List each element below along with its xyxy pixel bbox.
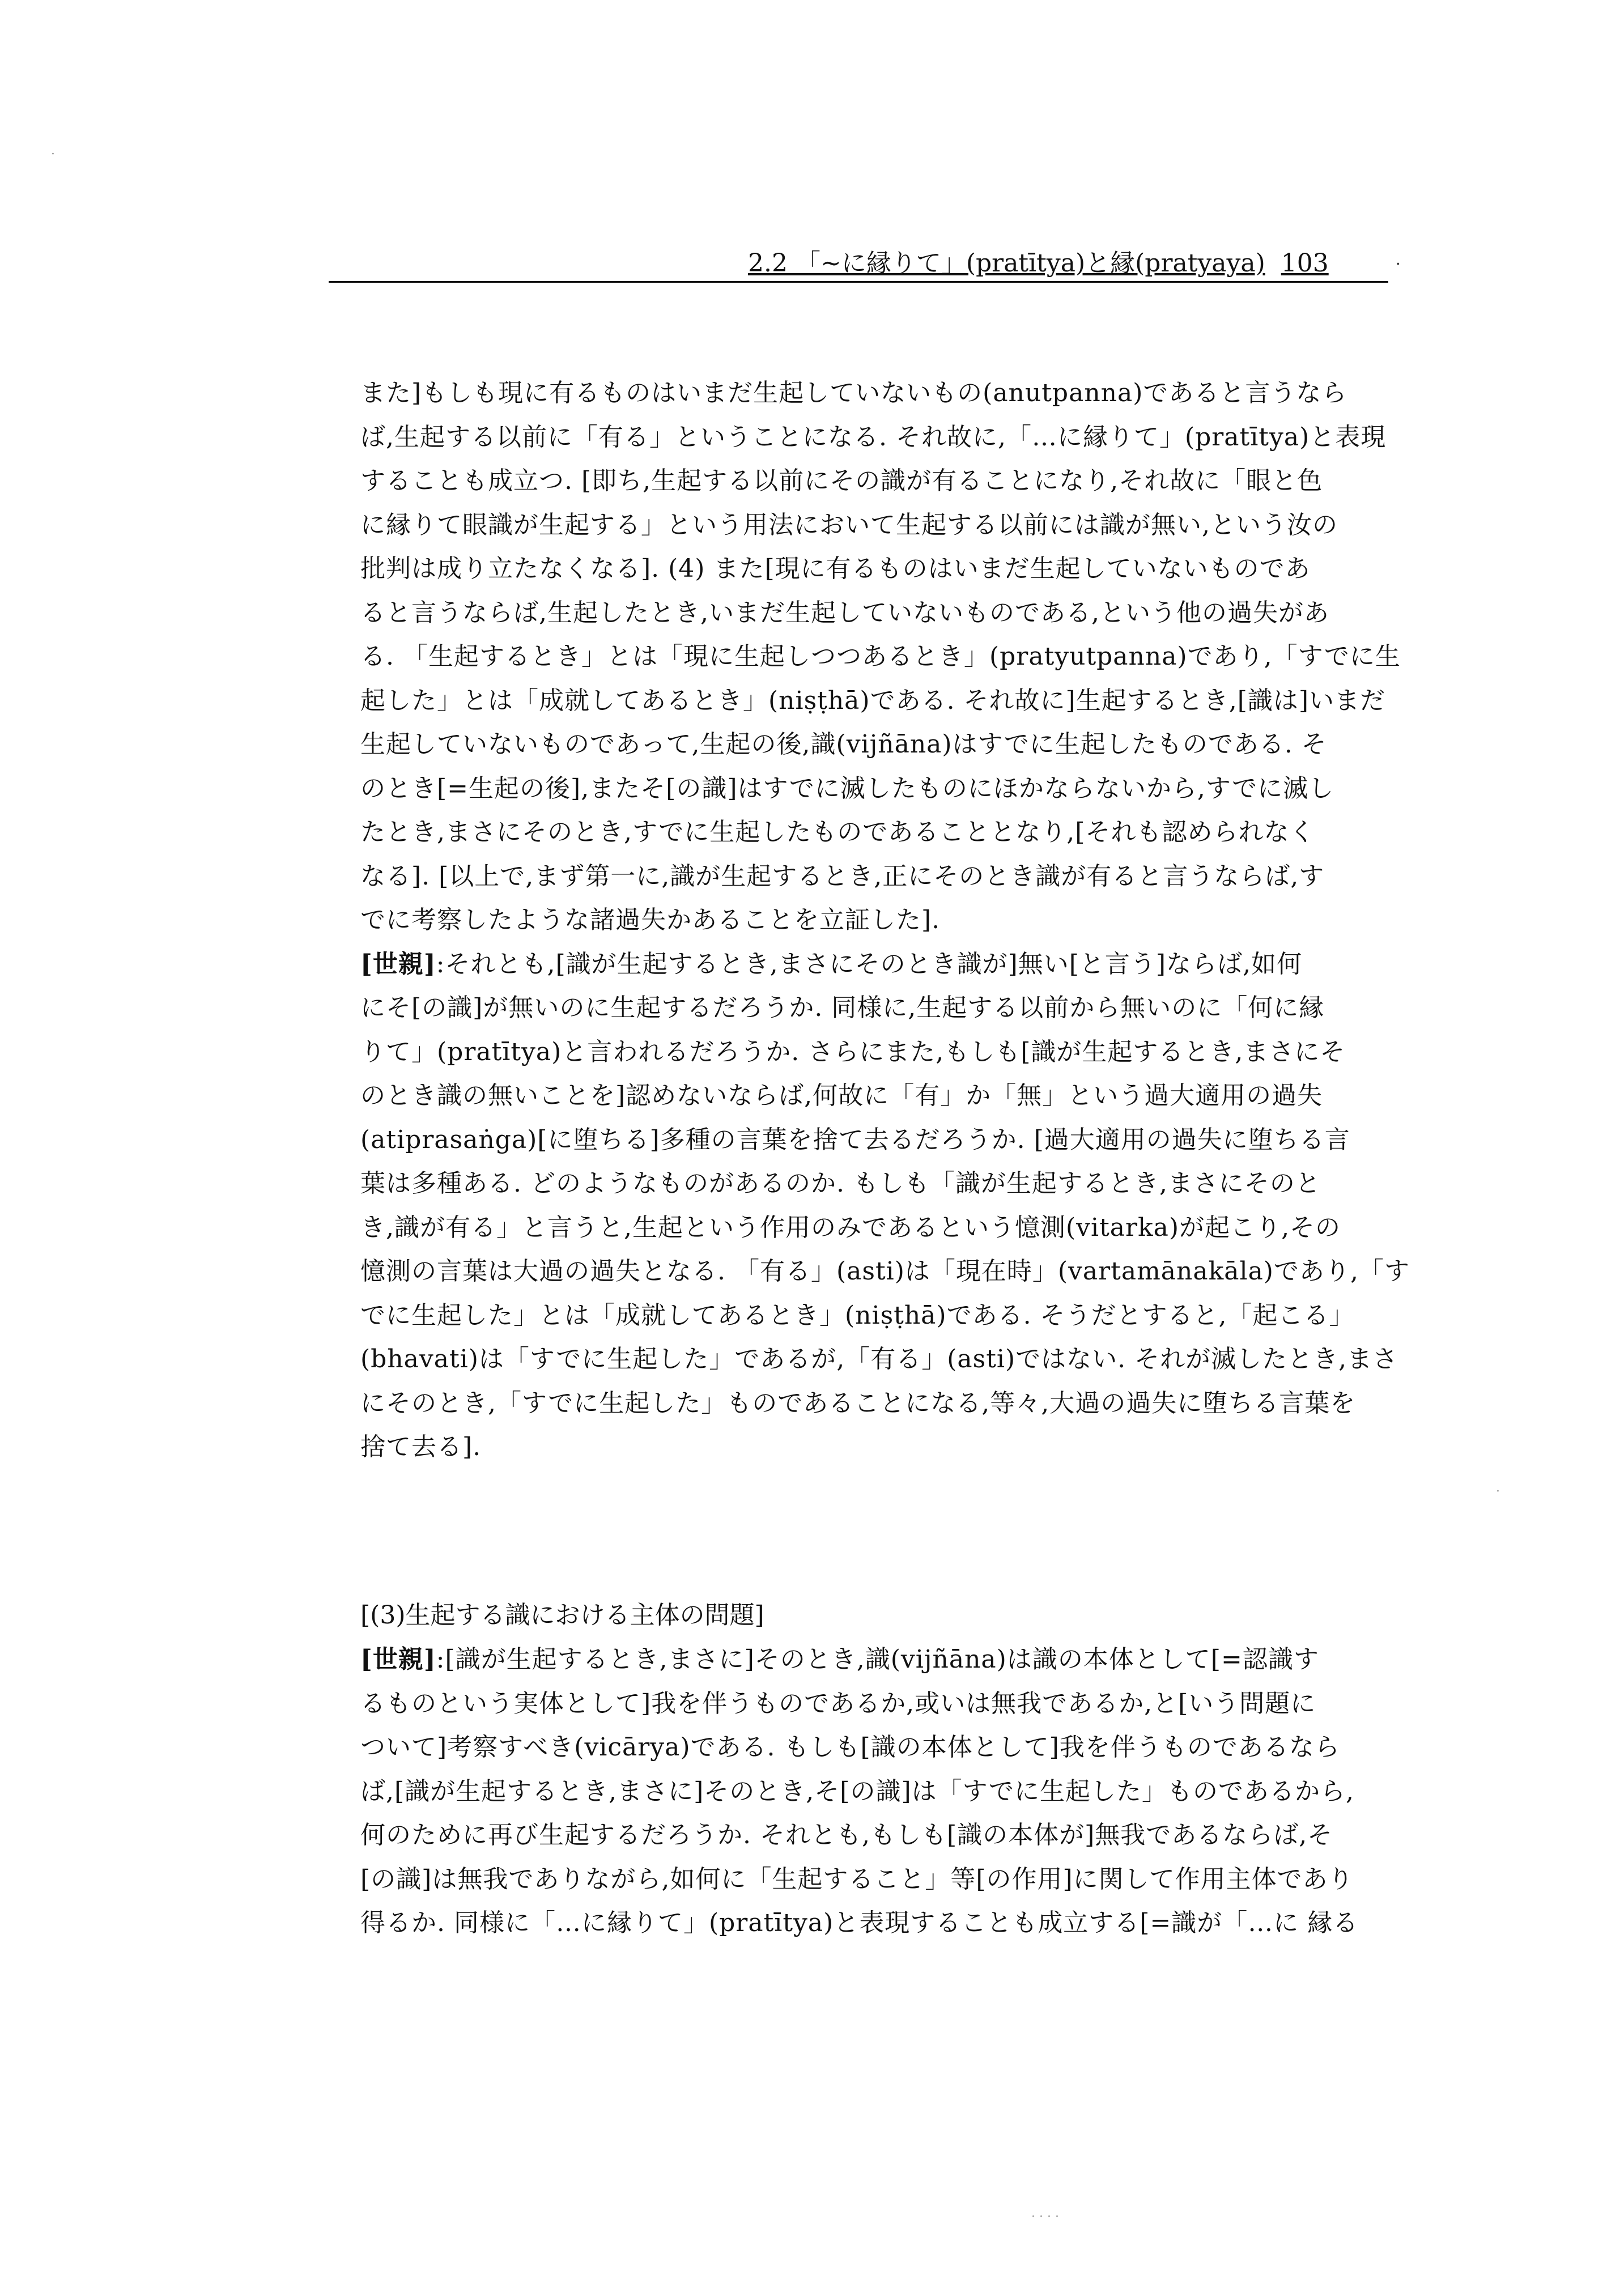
scan-speck: · · · ·: [1031, 2210, 1059, 2224]
passage-line: なる]. [以上で,まず第一に,識が生起するとき,正にそのとき識が有ると言うならば,す: [360, 861, 1325, 891]
passage-line: 憶測の言葉は大過の過失となる. 「有る」(asti)は「現在時」(vartamānakāla)であり,「す: [360, 1257, 1410, 1286]
passage-line: することも成立つ. [即ち,生起する以前にその識が有ることになり,それ故に「眼と色: [360, 466, 1323, 495]
passage-line: のとき識の無いことを]認めないならば,何故に「有」か「無」という過大適用の過失: [360, 1081, 1323, 1110]
passage-line: また]もしも現に有るものはいまだ生起していないもの(anutpanna)であると言うなら: [360, 379, 1347, 407]
passage-line: (bhavati)は「すでに生起した」であるが,「有る」(asti)ではない. それが滅したとき,まさ: [360, 1345, 1398, 1374]
passage-2: [360, 1638, 1359, 1945]
page-number: 103: [1281, 249, 1329, 278]
speaker-text: :それとも,[識が生起するとき,まさにそのとき識が]無い[と言う]ならば,如何: [436, 949, 1303, 979]
passage-line: (atiprasaṅga)[に堕ちる]多種の言葉を捨て去るだろうか. [過大適用の過失に堕ちる言: [360, 1125, 1350, 1154]
scan-speck: ·: [1496, 1485, 1500, 1499]
passage-line: ると言うならば,生起したとき,いまだ生起していないものである,という他の過失があ: [360, 598, 1329, 627]
passage-line: に縁りて眼識が生起する」という用法において生起する以前には識が無い,という汝の: [360, 510, 1338, 539]
running-header: [329, 249, 1401, 283]
passage-line: [の識]は無我でありながら,如何に「生起すること」等[の作用]に関して作用主体であり: [360, 1864, 1354, 1894]
passage-line: る. 「生起するとき」とは「現に生起しつつあるとき」(pratyutpanna)であり,「すでに生: [360, 642, 1401, 671]
passage-line: 葉は多種ある. どのようなものがあるのか. もしも「識が生起するとき,まさにそのと: [360, 1169, 1321, 1198]
running-header-text: [748, 249, 1329, 278]
passage-line: でに生起した」とは「成就してあるとき」(niṣṭhā)である. そうだとすると,「起こる」: [360, 1300, 1355, 1330]
passage-line: 得るか. 同様に「…に縁りて」(pratītya)と表現することも成立する[=識が「…に 縁る: [360, 1908, 1359, 1937]
passage-line: たとき,まさにそのとき,すでに生起したものであることとなり,[それも認められなく: [360, 818, 1315, 847]
passage-line: 何のために再び生起するだろうか. それとも,もしも[識の本体が]無我であるならば,そ: [360, 1821, 1333, 1849]
header-section-title: 2.2 「~に縁りて」(pratītya)と縁(pratyaya): [748, 249, 1265, 278]
passage-line: 生起していないものであって,生起の後,識(vijñāna)はすでに生起したものである. そ: [360, 730, 1327, 759]
passage-line: 批判は成り立たなくなる]. (4) また[現に有るものはいまだ生起していないものであ: [360, 554, 1311, 583]
scan-speck: ·: [51, 147, 55, 161]
passage-line: るものという実体として]我を伴うものであるか,或いは無我であるか,と[いう問題に: [360, 1689, 1316, 1718]
passage-line: にそ[の識]が無いのに生起するだろうか. 同様に,生起する以前から無いのに「何に縁: [360, 993, 1325, 1022]
passage-line: ついて]考察すべき(vicārya)である. もしも[識の本体として]我を伴うものであるなら: [360, 1733, 1340, 1762]
passage-line: にそのとき,「すでに生起した」ものであることになる,等々,大過の過失に堕ちる言葉を: [360, 1388, 1356, 1418]
section-heading: [(3)生起する識における主体の問題]: [360, 1601, 764, 1630]
passage-line: ば,生起する以前に「有る」ということになる. それ故に,「…に縁りて」(pratītya)と表現: [360, 422, 1387, 452]
passage-line: ば,[識が生起するとき,まさに]そのとき,そ[の識]は「すでに生起した」ものであるから,: [360, 1776, 1354, 1806]
passage-1: [360, 371, 1410, 1469]
passage-line: 起した」とは「成就してあるとき」(niṣṭhā)である. それ故に]生起するとき,[識は]いまだ: [360, 686, 1386, 715]
speaker-line: [360, 942, 1318, 987]
speaker-label: [世親]: [360, 1645, 436, 1674]
passage-line: き,識が有る」と言うと,生起という作用のみであるという憶測(vitarka)が起こり,その: [360, 1213, 1341, 1242]
passage-line: 捨て去る].: [360, 1432, 482, 1461]
speaker-label: [世親]: [360, 949, 436, 979]
passage-line: のとき[=生起の後],またそ[の識]はすでに滅したものにほかならないから,すでに滅し: [360, 773, 1334, 803]
passage-line: でに考察したような諸過失かあることを立証した].: [360, 905, 941, 934]
passage-line: りて」(pratītya)と言われるだろうか. さらにまた,もしも[識が生起するとき,まさにそ: [360, 1037, 1346, 1066]
header-speck: ·: [1395, 254, 1401, 274]
speaker-text: :[識が生起するとき,まさに]そのとき,識(vijñāna)は識の本体として[=認識す: [436, 1645, 1319, 1674]
speaker-line: [360, 1638, 1318, 1682]
